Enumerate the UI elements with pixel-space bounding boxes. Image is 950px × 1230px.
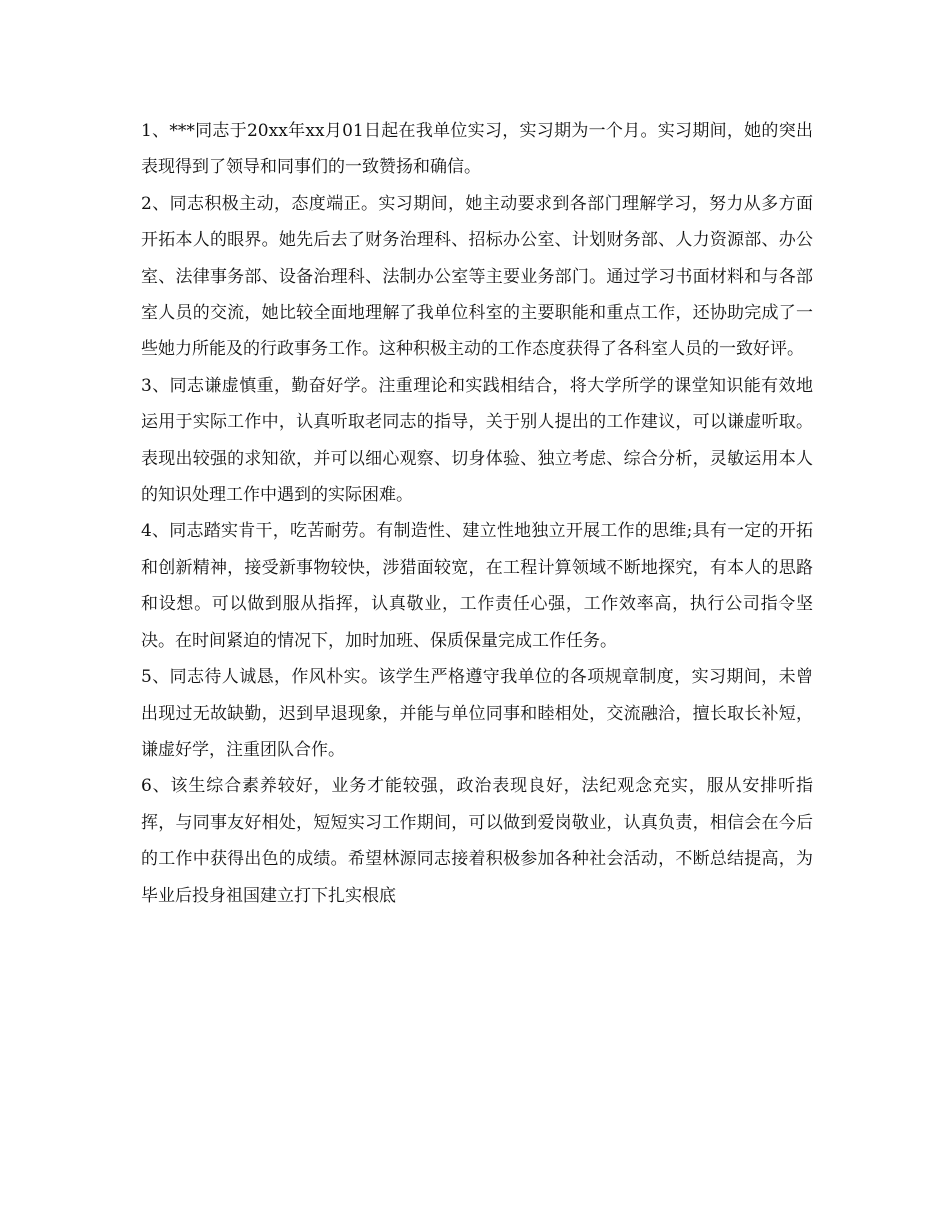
- document-body: [141, 113, 813, 914]
- paragraph-2: 2、同志积极主动，态度端正。实习期间，她主动要求到各部门理解学习，努力从多方面开拓本人的眼界。她先后去了财务治理科、招标办公室、计划财务部、人力资源部、办公室、法律事务部、设备治理科、法制办公室等主要业务部门。通过学习书面材料和与各部室人员的交流，她比较全面地理解了我单位科室的主要职能和重点工作，还协助完成了一些她力所能及的行政事务工作。这种积极主动的工作态度获得了各科室人员的一致好评。: [141, 193, 813, 360]
- paragraph-3: 3、同志谦虚慎重，勤奋好学。注重理论和实践相结合，将大学所学的课堂知识能有效地运用于实际工作中，认真听取老同志的指导，关于别人提出的工作建议，可以谦虚听取。表现出较强的求知欲，并可以细心观察、切身体验、独立考虑、综合分析，灵敏运用本人的知识处理工作中遇到的实际困难。: [141, 375, 813, 506]
- paragraph-6: 6、该生综合素养较好，业务才能较强，政治表现良好，法纪观念充实，服从安排听指挥，与同事友好相处，短短实习工作期间，可以做到爱岗敬业，认真负责，相信会在今后的工作中获得出色的成绩。希望林源同志接着积极参加各种社会活动，不断总结提高，为毕业后投身祖国建立打下扎实根底: [141, 776, 813, 906]
- paragraph-5: 5、同志待人诚恳，作风朴实。该学生严格遵守我单位的各项规章制度，实习期间，未曾出现过无故缺勤，迟到早退现象，并能与单位同事和睦相处，交流融洽，擅长取长补短，谦虚好学，注重团队合作。: [141, 667, 813, 760]
- paragraph-4: 4、同志踏实肯干，吃苦耐劳。有制造性、建立性地独立开展工作的思维;具有一定的开拓和创新精神，接受新事物较快，涉猎面较宽，在工程计算领域不断地探究，有本人的思路和设想。可以做到服从指挥，认真敬业，工作责任心强，工作效率高，执行公司指令坚决。在时间紧迫的情况下，加时加班、保质保量完成工作任务。: [141, 521, 813, 651]
- paragraph-1: 1、***同志于20xx年xx月01日起在我单位实习，实习期为一个月。实习期间，她的突出表现得到了领导和同事们的一致赞扬和确信。: [141, 121, 813, 178]
